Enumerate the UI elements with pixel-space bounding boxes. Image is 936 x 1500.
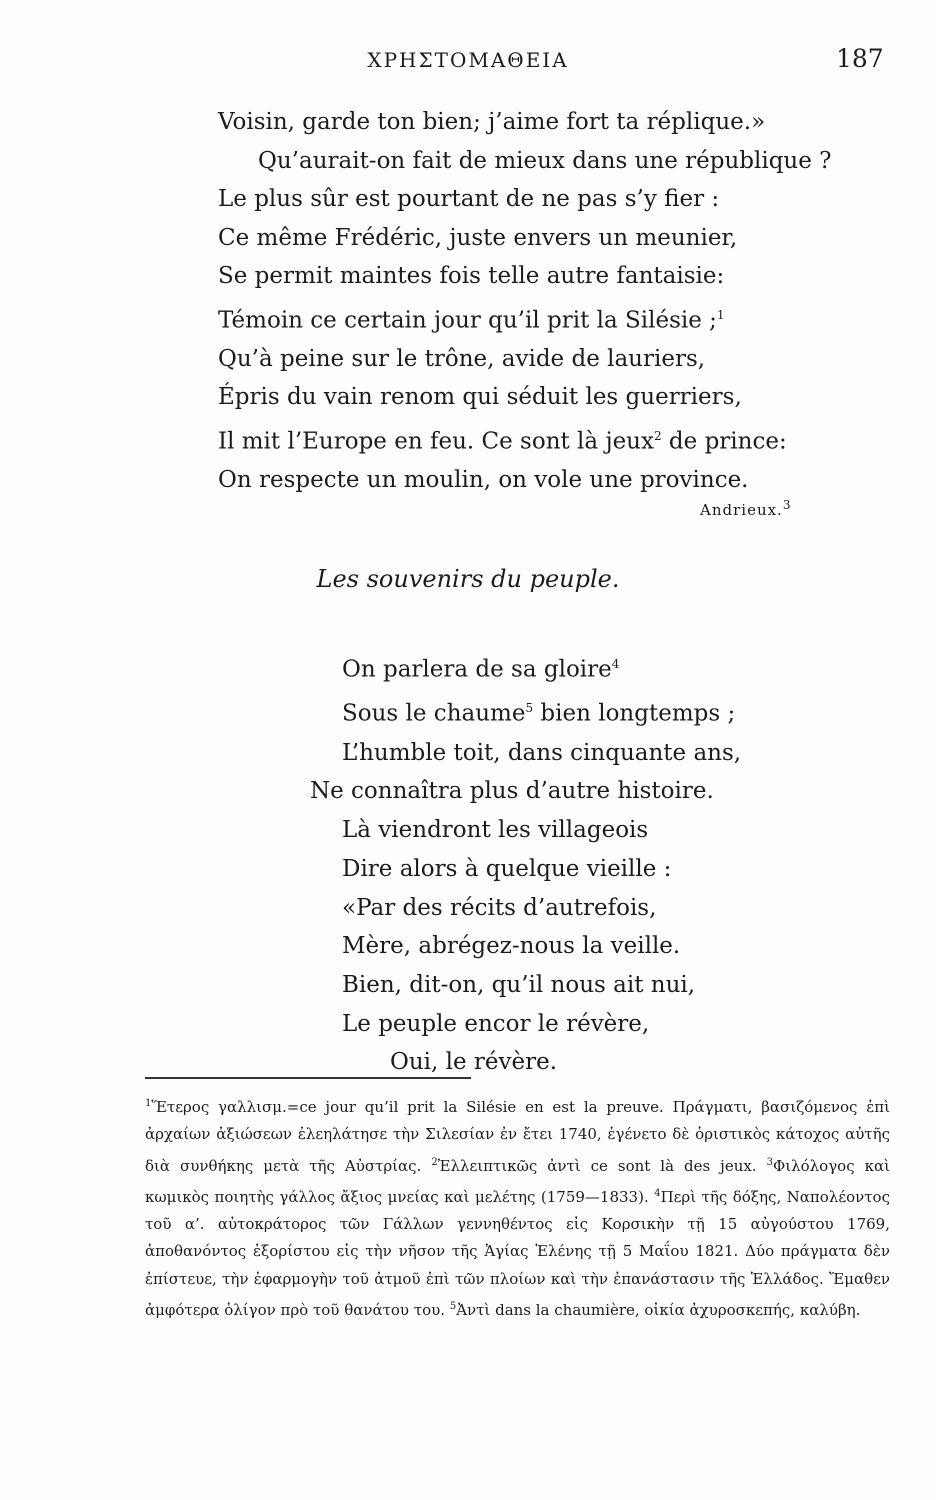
verse-line — [218, 417, 858, 461]
verse-line: Mère, abrégez-nous la veille. — [342, 933, 681, 960]
footnote-number: 4 — [654, 1187, 661, 1199]
footnote-text: Ἕτερος γαλλισμ.=ce jour qu’il prit la Silésie en est la preuve. Πράγματι, βασιζόμενος ἐπὶ ἀρχαίων ἀξιώσεων ἐλεηλάτησε τὴν Σιλεσίαν ἐν ἔτει 1740, ἐγένετο δὲ ὁριστικὸς κάτοχος αὐτῆς διὰ συνθήκης μετὰ τῆς Αὐστρίας. — [145, 1098, 890, 1175]
footnote-text: Ἐλλειπτικῶς ἀντὶ ce sont là des jeux. — [437, 1156, 757, 1175]
verse-line: On respecte un moulin, on vole une province. — [218, 466, 749, 493]
verse-line: Le peuple encor le révère, — [342, 1010, 650, 1037]
footnote-ref: 2 — [653, 428, 662, 443]
footnote — [450, 1301, 861, 1319]
verse-line — [218, 296, 858, 340]
verse-text: Sous le chaume — [342, 701, 526, 728]
verse-line: Le plus sûr est pourtant de ne pas s’y fier : — [218, 186, 720, 212]
verse-text: Il mit l’Europe en feu. Ce sont là jeux — [218, 428, 654, 455]
footnote-ref: 5 — [525, 701, 534, 716]
verse-line: Bien, dit-on, qu’il nous ait nui, — [342, 971, 696, 998]
footnote-divider — [145, 1077, 471, 1079]
verse-line: Se permit maintes fois telle autre fantaisie: — [218, 263, 725, 289]
footnote — [145, 1188, 890, 1319]
verse-line: Dire alors à quelque vieille : — [342, 855, 672, 882]
verse-text: de prince: — [668, 428, 787, 455]
footnote-number: 1 — [145, 1098, 152, 1109]
verse-line: Épris du vain renom qui séduit les guerriers, — [218, 384, 742, 411]
footnotes — [145, 1090, 890, 1324]
footnote-ref: 4 — [611, 657, 620, 671]
verse-line: Là viendront les villageois — [342, 817, 649, 844]
footnote-ref: 3 — [782, 498, 792, 512]
verse-line: Oui, le révère. — [390, 1049, 558, 1076]
poem-title: Les souvenirs du peuple. — [316, 565, 620, 593]
verse-line: Qu’à peine sur le trône, avide de lauriers, — [218, 345, 706, 372]
poem-excerpt — [218, 103, 858, 499]
footnote-number: 2 — [431, 1156, 438, 1168]
footnote-text: Περὶ τῆς δόξης, Ναπολέοντος τοῦ α’. αὐτοκράτορος τῶν Γάλλων γεννηθέντος εἰς Κορσικὴν τῇ 15 αὐγούστου 1769, ἀποθανόντος ἐξορίστου εἰς τὴν νῆσον τῆς Ἁγίας Ἑλένης τῇ 5 Μαΐου 1821. Δύο πράγματα δὲν ἐπίστευε, τὴν ἐφαρμογὴν τοῦ ἀτμοῦ ἐπὶ τῶν πλοίων καὶ τὴν ἐπανάστασιν τῆς Ἑλλάδος. Ἔμαθεν ἀμφότερα ὀλίγον πρὸ τοῦ θανάτου του. — [145, 1187, 890, 1320]
verse-line: Qu’aurait-on fait de mieux dans une république ? — [258, 147, 832, 174]
verse-text: On parlera de sa gloire — [342, 656, 612, 683]
verse-text: bien longtemps ; — [540, 701, 736, 728]
footnote-text: Ἀντὶ dans la chaumière, οἰκία ἀχυροσκεπής, καλύβη. — [456, 1301, 861, 1320]
page-number: 187 — [836, 44, 884, 73]
footnote-ref: 1 — [716, 307, 725, 322]
verse-line — [310, 645, 870, 689]
verse-line — [310, 689, 870, 733]
verse-line: Voisin, garde ton bien; j’aime fort ta réplique.» — [218, 109, 766, 135]
running-header: ΧΡΗΣΤΟΜΑΘΕΙΑ — [367, 48, 569, 72]
poem — [310, 645, 870, 1082]
verse-text: Témoin ce certain jour qu’il prit la Silésie ; — [218, 307, 717, 334]
author-name: Andrieux. — [700, 501, 783, 519]
footnote-text: Φιλόλογος καὶ κωμικὸς ποιητὴς γάλλος ἄξιος μνείας καὶ μελέτης (1759—1833). — [145, 1156, 890, 1206]
verse-line: Ne connaîtra plus d’autre histoire. — [310, 778, 714, 805]
footnote-number: 5 — [449, 1301, 457, 1313]
footnote — [431, 1157, 756, 1175]
verse-line: L’humble toit, dans cinquante ans, — [342, 739, 742, 766]
author-attribution — [700, 498, 791, 519]
verse-line: «Par des récits d’autrefois, — [342, 894, 657, 921]
footnote-number: 3 — [766, 1156, 773, 1168]
verse-line: Ce même Frédéric, juste envers un meunier, — [218, 224, 738, 251]
